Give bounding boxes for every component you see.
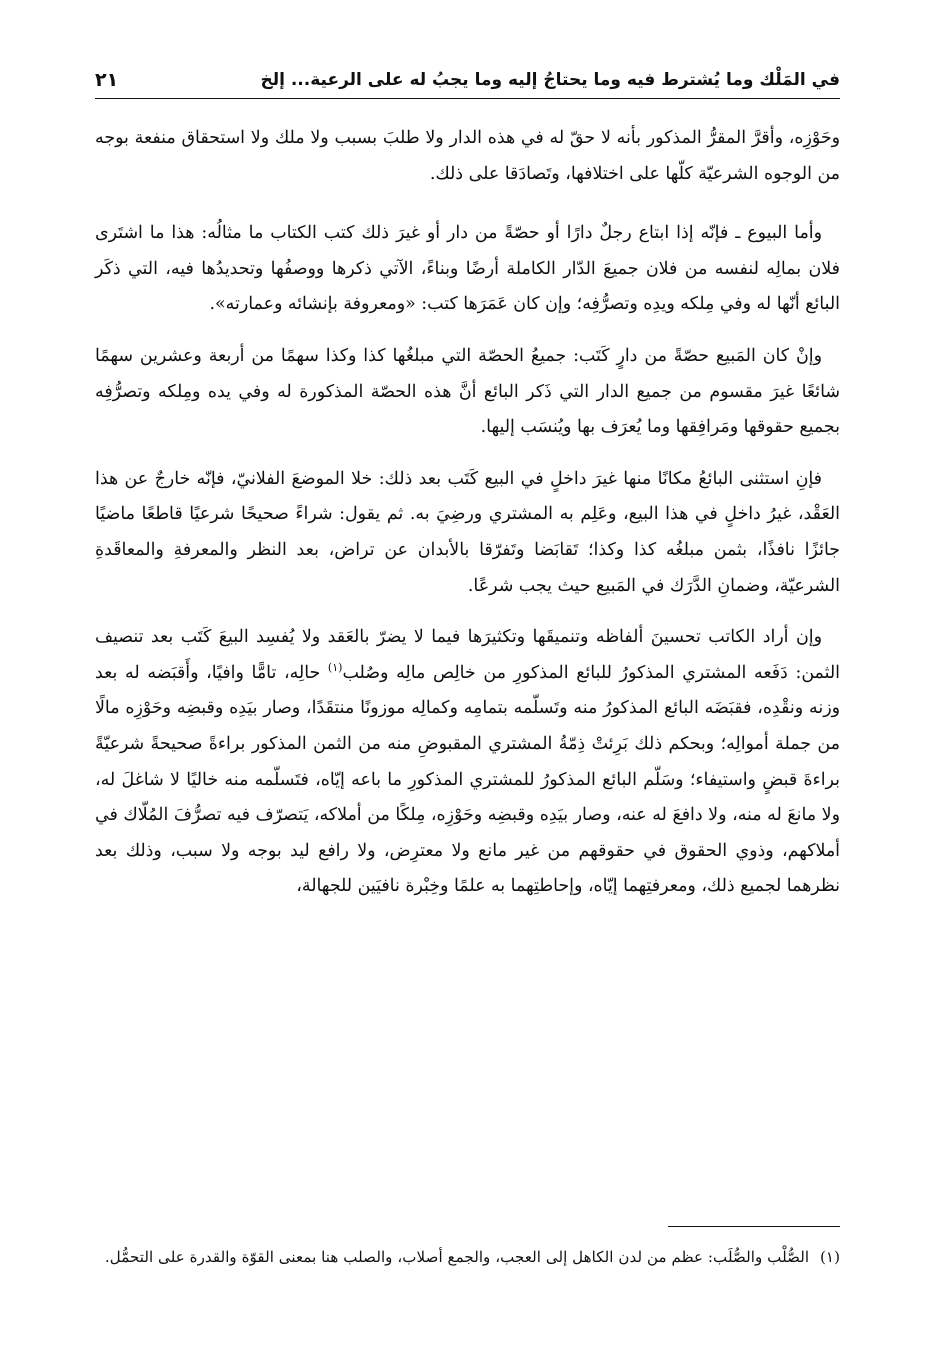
footnote-divider xyxy=(668,1226,840,1227)
paragraph-embellishment xyxy=(95,620,840,905)
paragraph-text: وإنْ كان المَبيع حصّةً من دارٍ كَتَب: جميعُ الحصّة التي مبلغُها كذا وكذا سهمًا من أربعة وعشرين سهمًا شائعًا غيرَ مقسوم من جميع الدار التي ذَكر البائع أنَّ هذه الحصّة المذكورة له وفي يده ومِلكه وتصرُّفِه بجميع حقوقها ومَرافِقها وما يُعرَف بها ويُنسَب إليها. xyxy=(95,345,840,438)
paragraph-continuation: وحَوْزِه، وأقرَّ المقرُّ المذكور بأنه لا حقّ له في هذه الدار ولا طلبَ بسبب ولا ملك ولا استحقاق منفعة بوجه من الوجوه الشرعيّة كلّها على اختلافها، وتَصادَقا على ذلك. xyxy=(95,128,840,184)
body-text xyxy=(95,121,840,905)
paragraph-sales xyxy=(95,216,840,323)
paragraph-text: حالِه، تامًّا وافيًا، وأَقبَضه له بعد وزنه ونقْدِه، فقبَضَه البائع المذكورُ منه وتَسلّمه بتمامِه وكمالِه موزونًا منتقَدًا، وصار بيَدِه وقبضِه وحَوْزِه مالًا من جملة أموالِه؛ وبحكم ذلك بَرِئتْ ذِمّةُ المشتري المقبوضِ منه من الثمن المذكور براءةً صحيحةً شرعيّةً براءةَ قبضٍ واستيفاء؛ وسَلّم البائع المذكورُ للمشتري المذكورِ ما باعه إيّاه، فتَسلّمه منه خاليًا لا شاغلَ له، ولا مانعَ له منه، ولا دافعَ له عنه، وصار بيَدِه وقبضِه وحَوْزِه، مِلكًا من أملاكه، يَتصرّف فيه تصرُّفَ المُلّاك في أملاكهم، وذوي الحقوق في حقوقهم من غير مانع ولا معترِض، ولا رافع ليد بوجه ولا سبب، وذلك بعد نظرهما لجميع ذلك، ومعرفتِهما إيّاه، وإحاطتِهما به علمًا وخِبْرة نافيَين للجهالة، xyxy=(95,662,840,897)
footnote xyxy=(95,1242,840,1272)
paragraph-text: وإن أراد الكاتب تحسينَ ألفاظه وتنميقَها وتكثيرَها فيما لا يضرّ بالعَقد ولا يُفسِد البيعَ كَتَب بعد تنصيف الثمن: دَفَعه المشتري المذكورُ للبائع المذكورِ من خالِص مالِه وصُلب xyxy=(95,627,840,683)
running-header xyxy=(95,62,840,99)
paragraph-text: فإنِ استثنى البائعُ مكانًا منها غيرَ داخلٍ في البيع كَتَب بعد ذلك: خلا الموضعَ الفلانيّ، فإنّه خارجٌ عن هذا العَقْد، غيرُ داخلٍ في هذا البيع، وعَلِم به المشتري ورضِيَ به. ثم يقول: شراءً صحيحًا شرعيًا قاطعًا ماضيًا جائزًا نافذًا، بثمن مبلغُه كذا وكذا؛ تَقابَضا وتَفرّقا بالأبدان عن تراض، بعد النظر والمعرفةِ والمعاقَدةِ الشرعيّة، وضمانِ الدَّرَك في المَبيع حيث يجب شرعًا. xyxy=(95,468,840,596)
page-number: ٢١ xyxy=(95,69,119,91)
header-title: في المَلْك وما يُشترط فيه وما يحتاجُ إليه وما يجبُ له على الرعية... إلخ xyxy=(260,70,840,90)
paragraph-text: وأما البيوع ـ فإنّه إذا ابتاع رجلٌ دارًا أو حصّةً من دار أو غيرَ ذلك كتب الكتاب ما مثالُه: هذا ما اشتَرى فلان بمالِه لنفسه من فلان جميعَ الدّار الكاملة أرضًا وبناءً، الآتي ذكرها ووصفُها وتحديدُها فيه، التي ذكَر البائع أنّها له وفي مِلكه ويدِه وتصرُّفِه؛ وإن كان عَمَرَها كتب: «ومعروفة بإنشائه وعمارته». xyxy=(95,223,840,315)
paragraph-exception xyxy=(95,462,840,604)
footnote-number: (١) xyxy=(819,1248,840,1266)
paragraph-share xyxy=(95,339,840,446)
footnote-reference[interactable]: (١) xyxy=(327,660,343,674)
footnote-text: الصُّلْب والصُّلَب: عظم من لدن الكاهل إلى العجب، والجمع أصلاب، والصلب هنا بمعنى القوّة والقدرة على التحمُّل. xyxy=(104,1248,810,1266)
book-page xyxy=(95,62,840,1322)
